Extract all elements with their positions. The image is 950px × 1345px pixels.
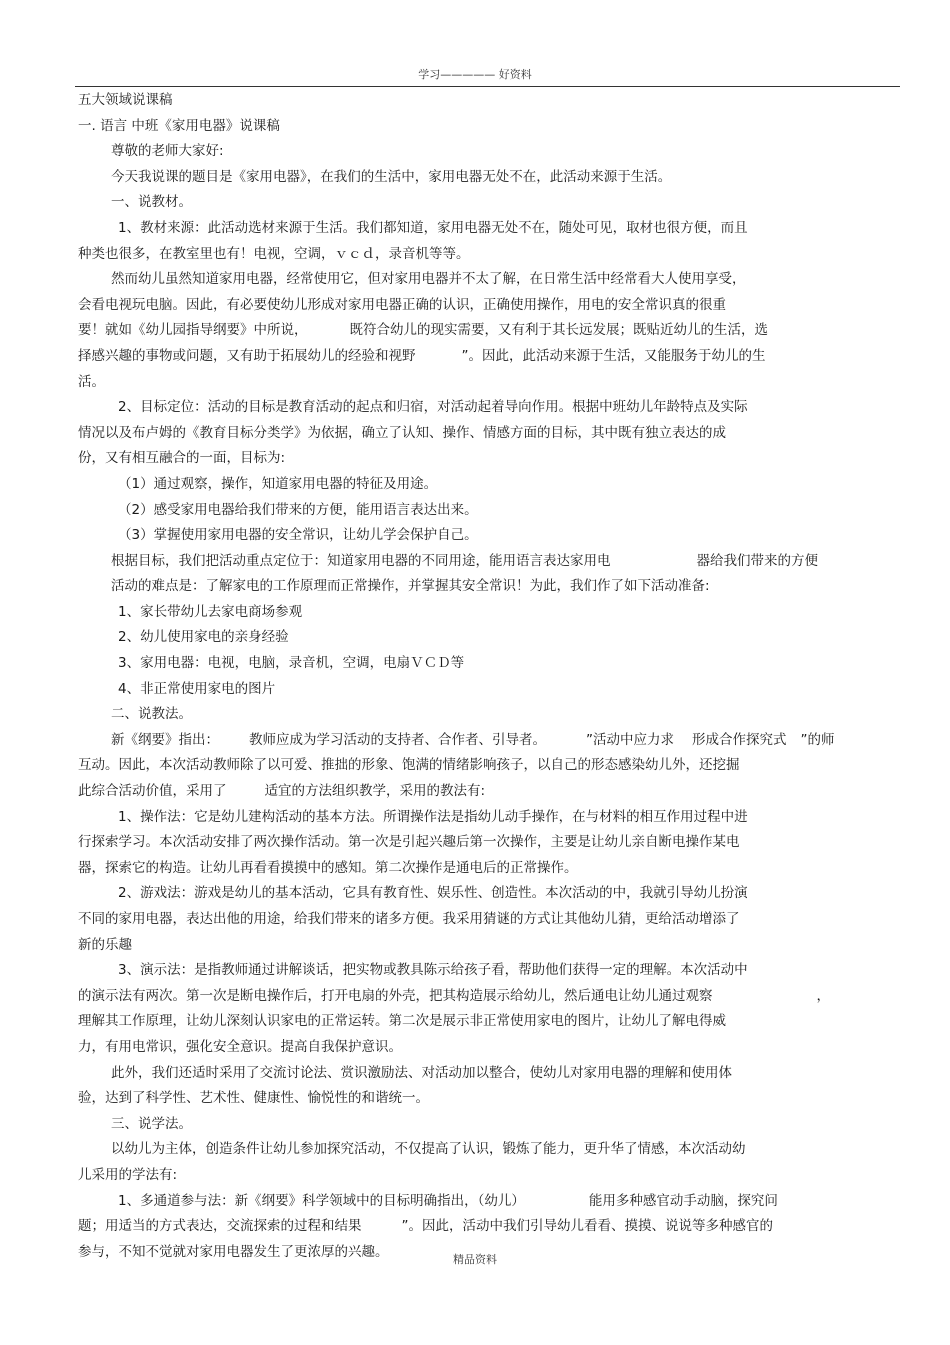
list-item: 2、幼儿使用家电的亲身经验 xyxy=(118,629,289,646)
paragraph-line: 理解其工作原理，让幼儿深刻认识家电的正常运转。第二次是展示非正常使用家电的图片，让幼儿了解电得威 xyxy=(78,1013,726,1030)
paragraph-line: 3、演示法：是指教师通过讲解谈话，把实物或教具陈示给孩子看，帮助他们获得一定的理解。本次活动中 xyxy=(118,962,748,979)
paragraph-line: 今天我说课的题目是《家用电器》，在我们的生活中，家用电器无处不在，此活动来源于生活。 xyxy=(111,168,672,185)
paragraph-line xyxy=(78,728,908,754)
text-segment: 适宜的方法组织教学，采用的教法有: xyxy=(264,783,486,800)
text-segment: 题；用适当的方式表达，交流探索的过程和结果 xyxy=(78,1218,362,1235)
list-item: 1、家长带幼儿去家电商场参观 xyxy=(118,603,303,620)
list-item: （1）通过观察，操作，知道家用电器的特征及用途。 xyxy=(118,475,438,492)
text-segment: ”的师 xyxy=(800,731,835,748)
paragraph-line xyxy=(78,344,908,370)
text-segment: ”活动中应力求 xyxy=(586,731,674,748)
list-item: 3、家用电器：电视，电脑，录音机，空调，电扇ＶＣＤ等 xyxy=(118,655,465,672)
doc-title: 五大领域说课稿 xyxy=(78,92,173,108)
text-segment: 择感兴趣的事物或问题，又有助于拓展幼儿的经验和视野 xyxy=(78,347,416,364)
subsection-heading: 三、说学法。 xyxy=(111,1115,192,1132)
paragraph-line: 新的乐趣 xyxy=(78,936,132,953)
paragraph-line xyxy=(78,1214,908,1240)
paragraph-line: 情况以及布卢姆的《教育目标分类学》为依据，确立了认知、操作、情感方面的目标，其中既有独立表达的成 xyxy=(78,424,726,441)
paragraph-line: 种类也很多，在教室里也有！电视，空调，ｖｃｄ，录音机等等。 xyxy=(78,245,470,262)
list-item: （3）掌握使用家用电器的安全常识，让幼儿学会保护自己。 xyxy=(118,527,478,544)
paragraph-line: 验，达到了科学性、艺术性、健康性、愉悦性的和谐统一。 xyxy=(78,1090,429,1107)
text-segment: 1、多通道参与法：新《纲要》科学领域中的目标明确指出，（幼儿） xyxy=(118,1192,525,1209)
paragraph-line: 以幼儿为主体，创造条件让幼儿参加探究活动，不仅提高了认识，锻炼了能力，更升华了情感，本次活动幼 xyxy=(111,1141,746,1158)
text-segment: 器给我们带来的方便 xyxy=(696,552,818,569)
paragraph-line: 互动。因此，本次活动教师除了以可爱、推拙的形象、饱满的情绪影响孩子，以自己的形态感染幼儿外，还挖掘 xyxy=(78,757,740,774)
paragraph-line xyxy=(78,1189,908,1215)
text-segment: 教师应成为学习活动的支持者、合作者、引导者。 xyxy=(249,731,546,748)
paragraph-line: 参与，不知不觉就对家用电器发生了更浓厚的兴趣。 xyxy=(78,1243,389,1260)
text-segment: 形成合作探究式 xyxy=(692,731,787,748)
text-segment: ， xyxy=(816,987,830,1004)
text-segment: 要！就如《幼儿园指导纲要》中所说， xyxy=(78,322,308,339)
subsection-heading: 二、说教法。 xyxy=(111,706,192,723)
text-segment: ”。因此，此活动来源于生活，又能服务于幼儿的生 xyxy=(461,347,766,364)
header-divider xyxy=(75,86,900,87)
text-segment: 的演示法有两次。第一次是断电操作后，打开电扇的外壳，把其构造展示给幼儿，然后通电让幼儿通过观察 xyxy=(78,987,713,1004)
text-segment: 此综合活动价值，采用了 xyxy=(78,783,227,800)
paragraph-line: 儿采用的学法有: xyxy=(78,1166,178,1183)
paragraph-line: 行探索学习。本次活动安排了两次操作活动。第一次是引起兴趣后第一次操作，主要是让幼儿亲自断电操作某电 xyxy=(78,834,740,851)
paragraph-line: 1、教材来源：此活动选材来源于生活。我们都知道，家用电器无处不在，随处可见，取材也很方便，而且 xyxy=(118,219,748,236)
paragraph-line xyxy=(78,318,908,344)
document-body xyxy=(78,88,908,1265)
paragraph-line: 会看电视玩电脑。因此，有必要使幼儿形成对家用电器正确的认识，正确使用操作，用电的安全常识真的很重 xyxy=(78,296,726,313)
paragraph-line: 1、操作法：它是幼儿建构活动的基本方法。所谓操作法是指幼儿动手操作，在与材料的相互作用过程中进 xyxy=(118,808,748,825)
page-footer: 精品资料 xyxy=(453,1253,497,1266)
paragraph-line: 2、游戏法：游戏是幼儿的基本活动，它具有教育性、娱乐性、创造性。本次活动的中，我就引导幼儿扮演 xyxy=(118,885,748,902)
list-item: （2）感受家用电器给我们带来的方便，能用语言表达出来。 xyxy=(118,501,478,518)
paragraph-line xyxy=(78,549,908,575)
paragraph-line: 2、目标定位：活动的目标是教育活动的起点和归宿，对活动起着导向作用。根据中班幼儿年龄特点及实际 xyxy=(118,399,748,416)
paragraph-line: 尊敬的老师大家好: xyxy=(111,143,224,160)
paragraph-line xyxy=(78,984,908,1010)
paragraph-line: 力，有用电常识，强化安全意识。提高自我保护意识。 xyxy=(78,1038,402,1055)
text-segment: 根据目标，我们把活动重点定位于：知道家用电器的不同用途，能用语言表达家用电 xyxy=(111,552,611,569)
paragraph-line: 然而幼儿虽然知道家用电器，经常使用它，但对家用电器并不太了解，在日常生活中经常看大人使用享受， xyxy=(111,271,746,288)
paragraph-line: 此外，我们还适时采用了交流讨论法、赏识激励法、对活动加以整合，使幼儿对家用电器的理解和使用体 xyxy=(111,1064,732,1081)
text-segment: 能用多种感官动手动脑，探究问 xyxy=(588,1192,778,1209)
text-segment: 新《纲要》指出： xyxy=(111,731,219,748)
text-segment: 既符合幼儿的现实需要，又有利于其长远发展；既贴近幼儿的生活，选 xyxy=(349,322,768,339)
list-item: 4、非正常使用家电的图片 xyxy=(118,680,276,697)
paragraph-line: 活。 xyxy=(78,373,105,390)
section-heading: 一. 语言 中班《家用电器》说课稿 xyxy=(78,117,280,134)
text-segment: ”。因此，活动中我们引导幼儿看看、摸摸、说说等多种感官的 xyxy=(401,1218,773,1235)
paragraph-line xyxy=(78,779,908,805)
paragraph-line: 活动的难点是：了解家电的工作原理而正常操作，并掌握其安全常识！为此，我们作了如下活动准备: xyxy=(111,578,710,595)
page-header: 学习————— 好资料 xyxy=(418,68,532,81)
paragraph-line: 不同的家用电器，表达出他的用途，给我们带来的诸多方便。我采用猜谜的方式让其他幼儿猜，更给活动增添了 xyxy=(78,911,740,927)
paragraph-line: 份，又有相互融合的一面，目标为: xyxy=(78,450,286,467)
paragraph-line: 器，探索它的构造。让幼儿再看看摸摸中的感知。第二次操作是通电后的正常操作。 xyxy=(78,859,578,876)
subsection-heading: 一、说教材。 xyxy=(111,194,192,211)
